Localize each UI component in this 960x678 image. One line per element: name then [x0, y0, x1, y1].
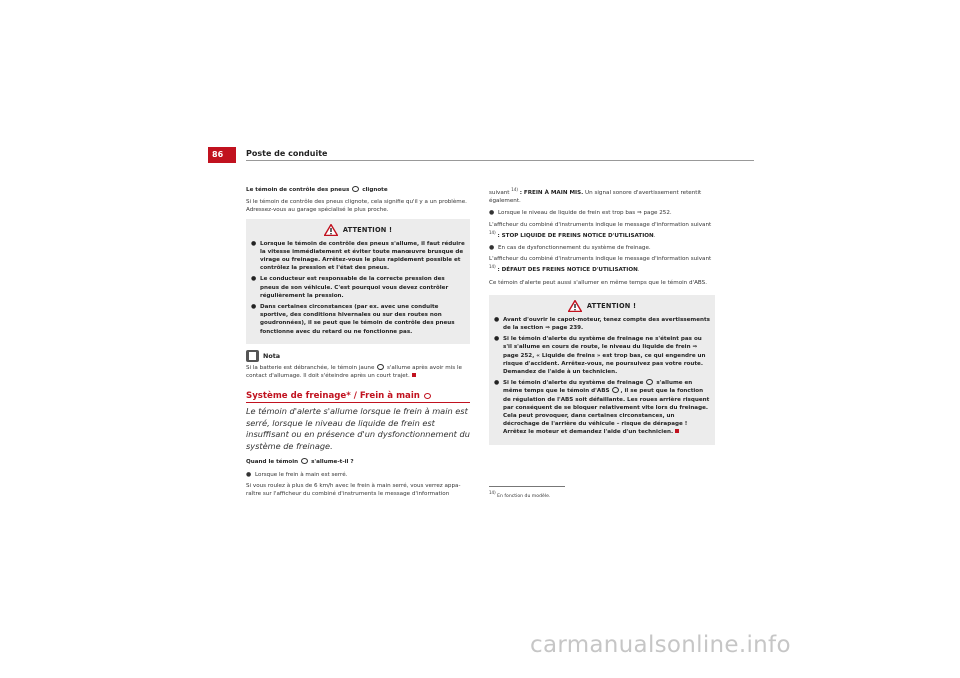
note-text: Si la batterie est débranchée, le témoin jaune s'allume après avoir mis le contact d'allumage. Il doit s'éteindre après un court trajet.: [246, 364, 462, 380]
note-title: Nota: [263, 351, 281, 360]
end-marker-icon: [675, 429, 679, 433]
message-1: L'afficheur du combiné d'instruments indique le message d'information suivant $^{14)}$ : STOP LIQUIDE DE FREINS NOTICE D'UTILISATION.: [489, 221, 712, 239]
bullet-icon: ●: [251, 239, 257, 247]
bullet-icon: ●: [494, 315, 500, 323]
running-title: Poste de conduite: [246, 149, 328, 158]
warning-item: ● Lorsque le témoin de contrôle des pneus s'allume, il faut réduire la vitesse immédiatement et éviter toute manœuvre brusque de virage ou freinage. Arrêtez-vous le plus rapidement possible et contrôlez la pression et l'état des pneus.: [251, 239, 465, 272]
tyre-text: Si le témoin de contrôle des pneus clignote, cela signifie qu'il y a un problème. Adressez-vous au garage spécialisé le plus proche.: [246, 199, 467, 214]
bullet-icon: ●: [489, 244, 495, 252]
page-number: 86: [212, 150, 224, 159]
watermark: carmanualsonline.info: [530, 632, 791, 658]
tyre-heading: Le témoin de contrôle des pneus clignote: [246, 187, 388, 193]
tyre-warning-icon: [352, 186, 359, 192]
list-item: ● En cas de dysfonctionnement du système de freinage.: [489, 244, 651, 252]
brake-icon: [301, 458, 308, 464]
end-marker-icon: [412, 373, 416, 377]
footnote-rule: [489, 486, 565, 487]
abs-icon: [612, 387, 619, 393]
brake-icon: [646, 379, 653, 385]
warning-title: ATTENTION !: [342, 225, 393, 234]
warning-triangle-icon: [324, 224, 338, 236]
footnote: 14) En fonction du modèle.: [489, 490, 551, 499]
warning-item: ● Avant d'ouvrir le capot-moteur, tenez compte des avertissements de la section ⇒ page 239.: [494, 315, 711, 332]
warning-triangle-icon: [568, 300, 582, 312]
note-header: [246, 350, 470, 362]
warning-box-2: [489, 295, 715, 445]
warning-item: ● Si le témoin d'alerte du système de freinage s'allume en même temps que le témoin d'ABS , il se peut que la fonction de régulation de l'ABS soit défaillante. Les roues arrière risquent par conséquent de se bloquer relativement vite lors du freinage. Cela peut provoquer, dans certaines circonstances, un décrochage de l'arrière du véhicule – risque de dérapage ! Arrêtez le moteur et demandez l'aide d'un technicien.: [494, 379, 710, 436]
warning-item: ● Si le témoin d'alerte du système de freinage ne s'éteint pas ou s'il s'allume en cours de route, le niveau du liquide de frein ⇒ page 252, « Liquide de freins » est trop bas, ce qui engendre un risque d'accident. Arrêtez-vous, ne poursuivez pas votre route. Demandez de l'aide à un technicien.: [494, 335, 706, 376]
bullet-icon: ●: [494, 379, 500, 387]
warning-header: [494, 299, 710, 313]
bullet-icon: ●: [494, 335, 500, 343]
continuation-text: suivant $^{14)}$ : FREIN À MAIN MIS. Un signal sonore d'avertissement retentit également.: [489, 187, 702, 205]
section-lead: Le témoin d'alerte s'allume lorsque le frein à main est serré, lorsque le niveau de liquide de frein est insuffisant ou en présence d'un dysfonctionnement du système de freinage.: [246, 406, 470, 451]
warning-title: ATTENTION !: [586, 301, 637, 310]
note-icon: [246, 350, 259, 362]
warning-item: ● Le conducteur est responsable de la correcte pression des pneus de son véhicule. C'est pourquoi vous devez contrôler régulièrement la pression.: [251, 275, 449, 299]
left-column: [246, 186, 470, 502]
bullet-icon: ●: [246, 470, 252, 478]
tyre-warning-icon: [377, 364, 384, 370]
section-title: Système de freinage* / Frein à main: [246, 392, 470, 400]
warning-item: ● Dans certaines circonstances (par ex. avec une conduite sportive, des conditions hivernales ou sur des routes non goudronnées), il se peut que le témoin de contrôle des pneus fonctionne avec du retard ou ne fonctionne pas.: [251, 303, 455, 335]
when-heading: Quand le témoin s'allume-t-il ?: [246, 459, 354, 466]
bullet-icon: ●: [251, 275, 257, 283]
bullet-icon: ●: [489, 209, 495, 217]
list-item: ● Lorsque le niveau de liquide de frein est trop bas ⇒ page 252.: [489, 209, 672, 217]
message-2: L'afficheur du combiné d'instruments indique le message d'information suivant $^{14)}$ : DÉFAUT DES FREINS NOTICE D'UTILISATION.: [489, 256, 712, 274]
warning-box-1: [246, 219, 470, 344]
when-text: Si vous roulez à plus de 6 km/h avec le frein à main serré, vous verrez apparaître sur l'afficheur du combiné d'instruments le message d'information: [246, 482, 461, 498]
brake-icon: [424, 393, 431, 399]
list-item: ● Lorsque le frein à main est serré.: [246, 470, 348, 478]
header-rule: [246, 160, 754, 161]
warning-header: [251, 223, 465, 237]
right-column: [489, 186, 715, 445]
bullet-icon: ●: [251, 303, 257, 311]
abs-text: Ce témoin d'alerte peut aussi s'allumer en même temps que le témoin d'ABS.: [489, 279, 707, 286]
section-rule: [246, 402, 470, 403]
